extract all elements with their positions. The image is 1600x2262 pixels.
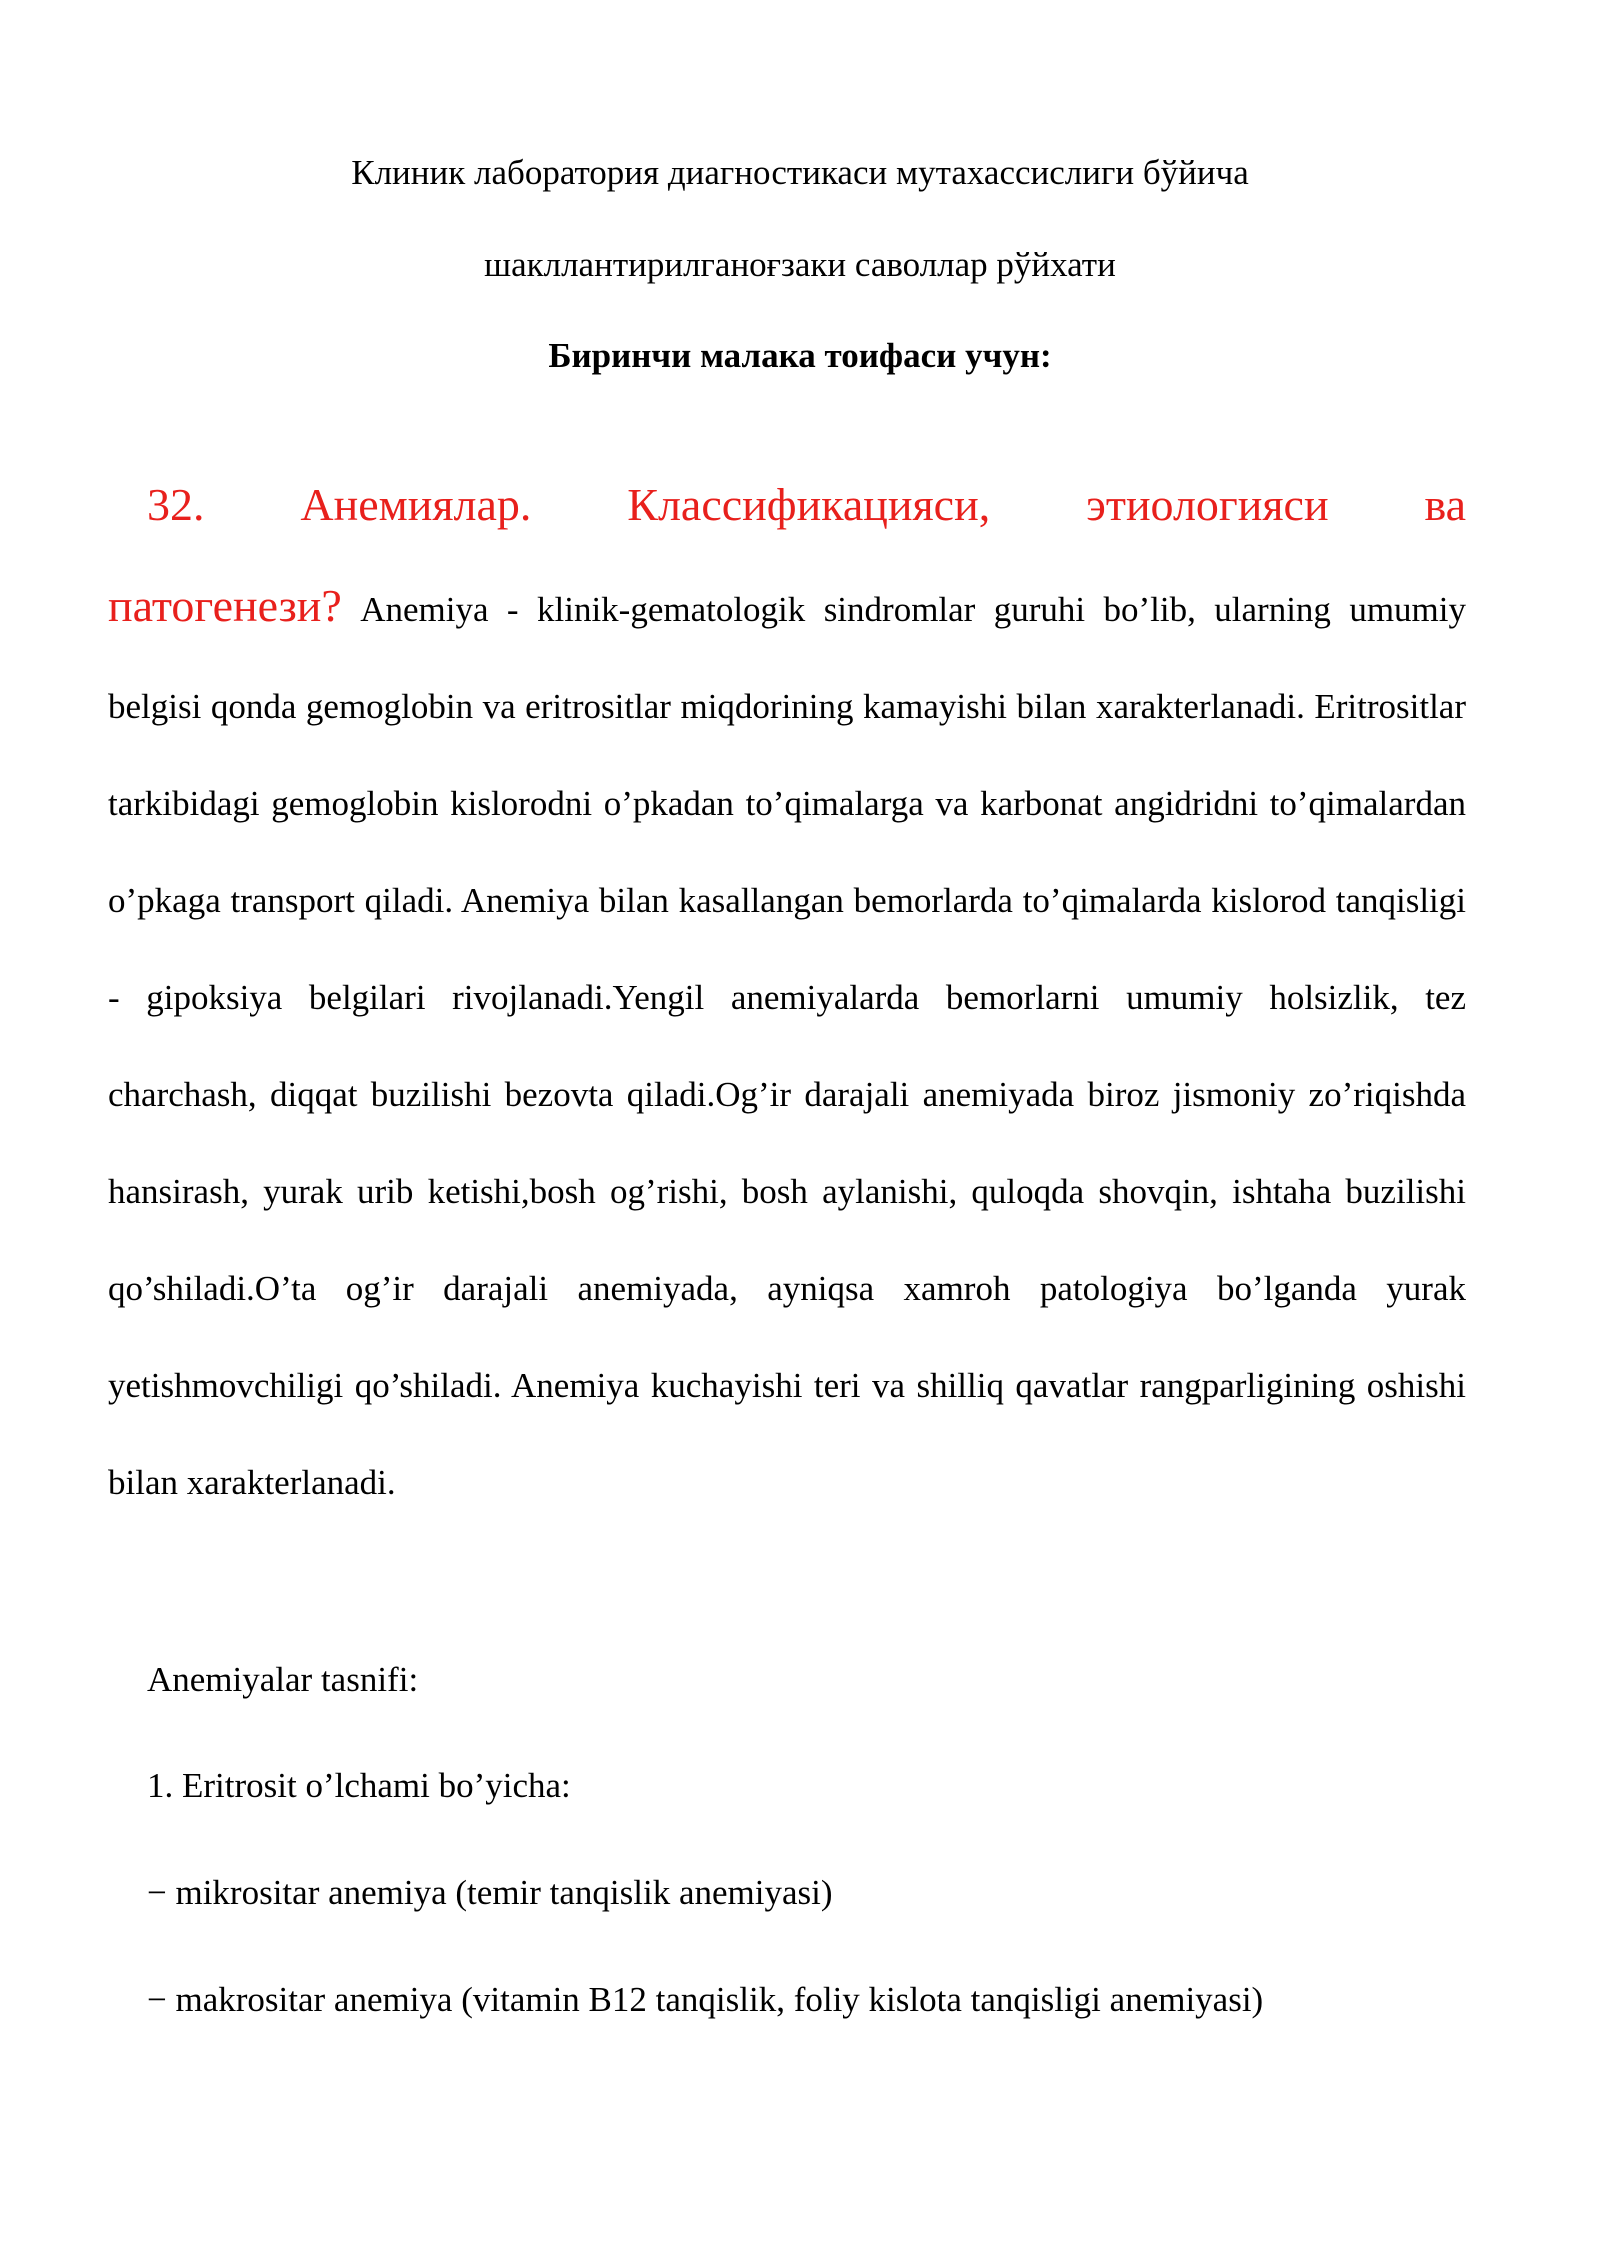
header-line-1: Клиник лаборатория диагностикаси мутахассислиги бўйича (351, 153, 1249, 192)
question-main: 32. Анемиялар. Классификацияси, этиологияси ва (147, 479, 1466, 530)
classification-item-1b: − makrositar anemiya (vitamin B12 tanqislik, foliy kislota tanqisligi anemiyasi) (147, 1980, 1264, 2019)
answer-paragraph: Anemiya - klinik-gematologik sindromlar guruhi bo’lib, ularning umumiy belgisi qonda gemoglobin va eritrositlar miqdorining kamayishi bilan xarakterlanadi. Eritrositlar tarkibidagi gemoglobin kislorodni o’pkadan to’qimalarga va karbonat angidridni to’qimalardan o’pkaga transport qiladi. Anemiya bilan kasallangan bemorlarda to’qimalarda kislorod tanqisligi - gipoksiya belgilari rivojlanadi.Yengil anemiyalarda bemorlarni umumiy holsizlik, tez charchash, diqqat buzilishi bezovta qiladi.Og’ir darajali anemiyada biroz jismoniy zo’riqishda hansirash, yurak urib ketishi,bosh og’rishi, bosh aylanishi, quloqda shovqin, ishtaha buzilishi qo’shiladi.O’ta og’ir darajali anemiyada, ayniqsa xamroh patologiya bo’lganda yurak yetishmovchiligi qo’shiladi. Anemiya kuchayishi teri va shilliq qavatlar rangparligining oshishi bilan xarakterlanadi. (108, 590, 1466, 1502)
header-line-2: шакллантирилганоғзаки саволлар рўйхати (484, 245, 1116, 284)
question-tail: патогенези? (108, 580, 342, 631)
classification-item-1a: − mikrositar anemiya (temir tanqislik anemiyasi) (147, 1873, 833, 1912)
classification-title: Anemiyalar tasnifi: (147, 1660, 419, 1699)
classification-item-1: 1. Eritrosit o’lchami bo’yicha: (147, 1766, 571, 1805)
answer-block (108, 456, 1466, 1531)
category-heading: Биринчи малака тоифаси учун: (548, 336, 1052, 375)
